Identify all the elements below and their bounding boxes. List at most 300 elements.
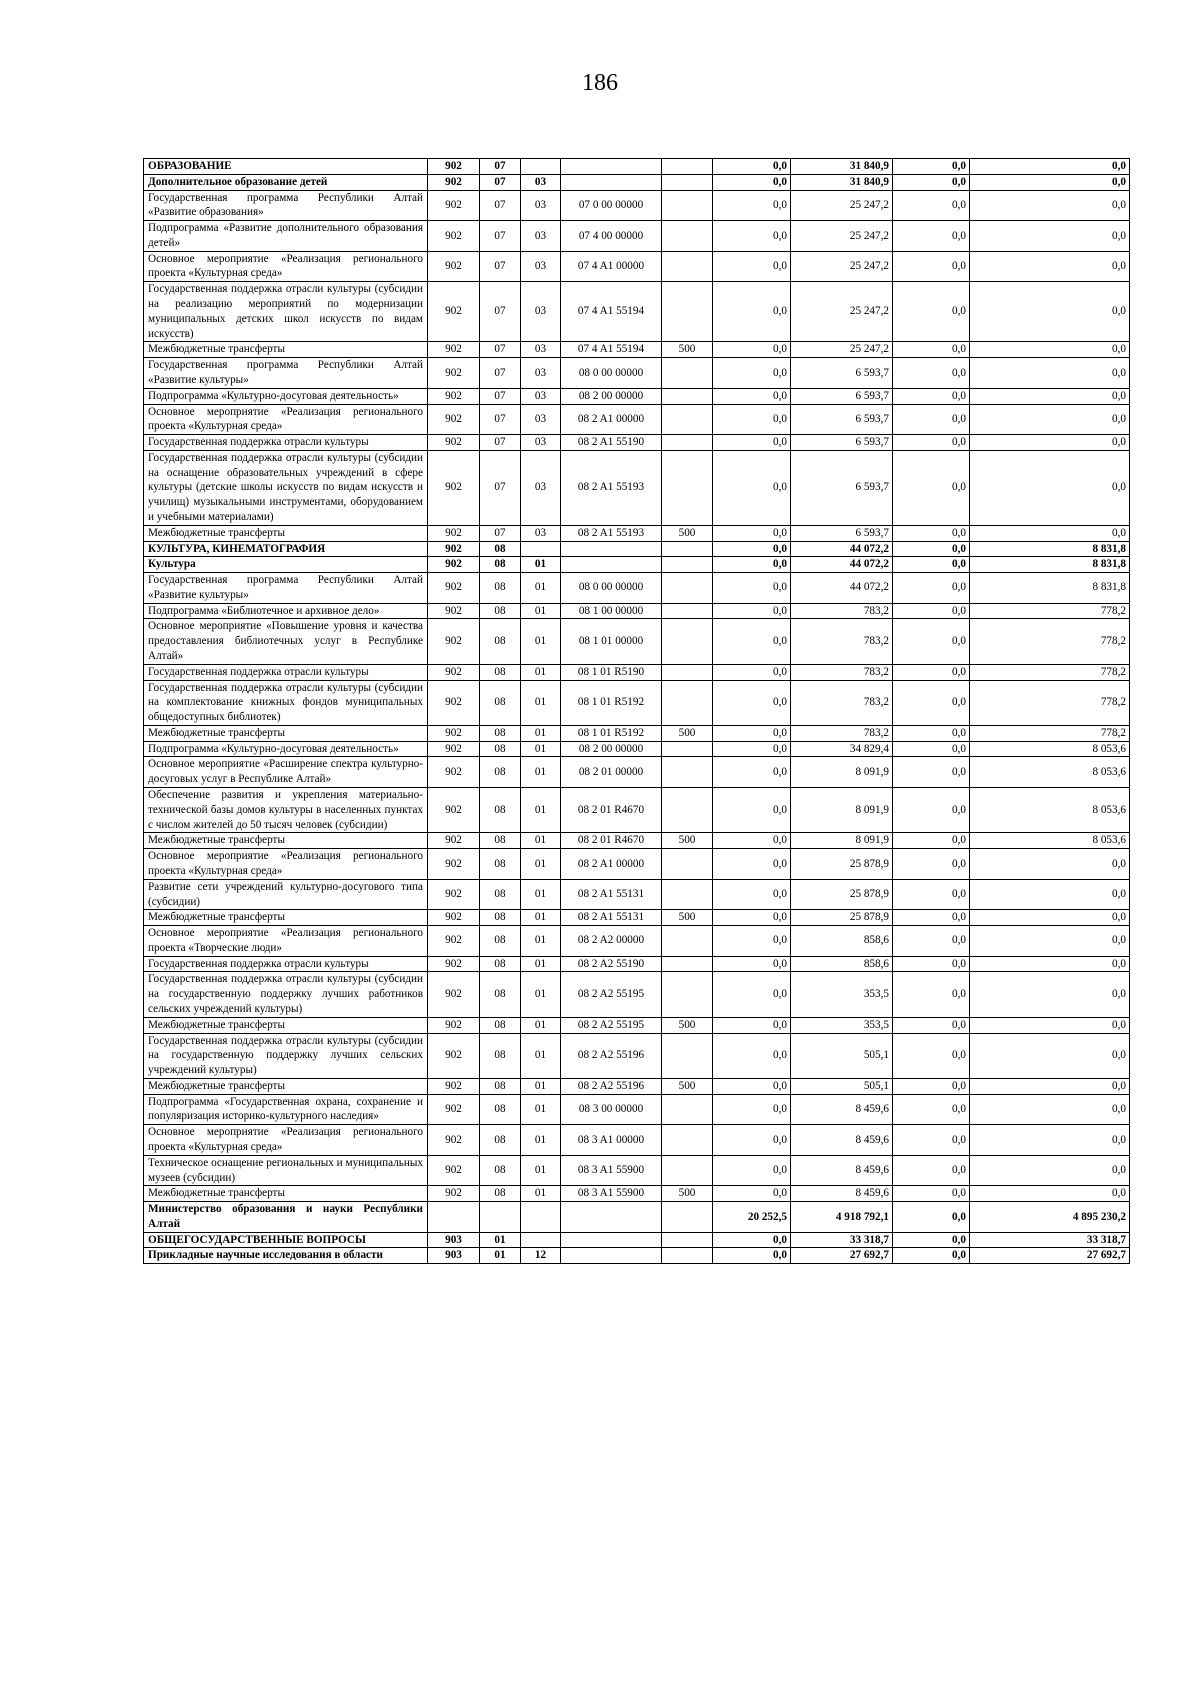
cell-amount-3: 0,0	[893, 190, 970, 221]
cell-amount-3: 0,0	[893, 603, 970, 619]
cell-amount-4: 8 053,6	[970, 833, 1130, 849]
cell-expense-type	[662, 435, 713, 451]
cell-name: Основное мероприятие «Реализация регионального проекта «Культурная среда»	[144, 1125, 428, 1156]
cell-subsection: 01	[521, 725, 561, 741]
cell-subsection	[521, 159, 561, 175]
cell-amount-4: 4 895 230,2	[970, 1202, 1130, 1233]
cell-name: Подпрограмма «Государственная охрана, сохранение и популяризация историко-культурного наследия»	[144, 1094, 428, 1125]
cell-amount-1: 0,0	[713, 450, 791, 525]
cell-section: 08	[480, 603, 521, 619]
cell-name: Развитие сети учреждений культурно-досугового типа (субсидии)	[144, 879, 428, 910]
table-row	[144, 1232, 1130, 1248]
table-row	[144, 680, 1130, 725]
cell-amount-4: 0,0	[970, 972, 1130, 1017]
cell-target-article: 07 4 00 00000	[561, 221, 662, 252]
cell-target-article	[561, 1232, 662, 1248]
cell-section: 08	[480, 1125, 521, 1156]
cell-section: 07	[480, 251, 521, 282]
cell-grbs: 902	[428, 435, 480, 451]
cell-section: 07	[480, 388, 521, 404]
cell-amount-3: 0,0	[893, 619, 970, 664]
cell-section: 07	[480, 358, 521, 389]
cell-amount-4: 8 053,6	[970, 788, 1130, 833]
cell-subsection: 01	[521, 788, 561, 833]
table-row	[144, 1094, 1130, 1125]
cell-expense-type	[662, 358, 713, 389]
cell-name: Межбюджетные трансферты	[144, 833, 428, 849]
cell-section: 07	[480, 190, 521, 221]
cell-expense-type	[662, 557, 713, 573]
cell-section: 08	[480, 680, 521, 725]
cell-expense-type	[662, 1155, 713, 1186]
cell-amount-2: 31 840,9	[791, 174, 893, 190]
cell-grbs: 902	[428, 221, 480, 252]
cell-amount-3: 0,0	[893, 573, 970, 604]
cell-amount-1: 0,0	[713, 1033, 791, 1078]
cell-expense-type	[662, 541, 713, 557]
cell-amount-4: 0,0	[970, 1125, 1130, 1156]
cell-name: Подпрограмма «Культурно-досуговая деятельность»	[144, 388, 428, 404]
cell-grbs: 902	[428, 159, 480, 175]
cell-expense-type	[662, 603, 713, 619]
cell-amount-1: 0,0	[713, 573, 791, 604]
cell-amount-4: 0,0	[970, 1078, 1130, 1094]
cell-subsection: 01	[521, 557, 561, 573]
cell-section: 07	[480, 282, 521, 342]
cell-expense-type	[662, 282, 713, 342]
cell-grbs: 902	[428, 174, 480, 190]
cell-subsection: 01	[521, 926, 561, 957]
cell-target-article: 08 3 A1 00000	[561, 1125, 662, 1156]
cell-section: 08	[480, 926, 521, 957]
cell-subsection: 01	[521, 603, 561, 619]
cell-expense-type	[662, 1232, 713, 1248]
cell-section: 08	[480, 541, 521, 557]
cell-target-article: 08 0 00 00000	[561, 358, 662, 389]
table-row	[144, 282, 1130, 342]
cell-name: Подпрограмма «Культурно-досуговая деятельность»	[144, 741, 428, 757]
cell-amount-4: 8 831,8	[970, 573, 1130, 604]
table-row	[144, 926, 1130, 957]
cell-section	[480, 1202, 521, 1233]
cell-amount-2: 44 072,2	[791, 557, 893, 573]
cell-amount-1: 0,0	[713, 910, 791, 926]
cell-name: Государственная поддержка отрасли культуры	[144, 956, 428, 972]
cell-amount-1: 0,0	[713, 1094, 791, 1125]
cell-amount-1: 0,0	[713, 680, 791, 725]
cell-name: Основное мероприятие «Реализация регионального проекта «Культурная среда»	[144, 251, 428, 282]
cell-name: Обеспечение развития и укрепления материально-технической базы домов культуры в населенных пунктах с числом жителей до 50 тысяч человек (субсидии)	[144, 788, 428, 833]
cell-amount-2: 25 878,9	[791, 879, 893, 910]
cell-amount-4: 0,0	[970, 282, 1130, 342]
cell-target-article: 08 1 00 00000	[561, 603, 662, 619]
cell-section: 01	[480, 1232, 521, 1248]
cell-subsection	[521, 1202, 561, 1233]
cell-name: КУЛЬТУРА, КИНЕМАТОГРАФИЯ	[144, 541, 428, 557]
cell-expense-type	[662, 849, 713, 880]
cell-amount-4: 0,0	[970, 342, 1130, 358]
cell-grbs: 902	[428, 788, 480, 833]
cell-amount-3: 0,0	[893, 1078, 970, 1094]
cell-name: ОБРАЗОВАНИЕ	[144, 159, 428, 175]
cell-target-article: 08 2 01 00000	[561, 757, 662, 788]
cell-amount-2: 44 072,2	[791, 573, 893, 604]
cell-amount-3: 0,0	[893, 849, 970, 880]
cell-target-article: 08 2 A2 55195	[561, 972, 662, 1017]
cell-name: Дополнительное образование детей	[144, 174, 428, 190]
cell-subsection: 01	[521, 573, 561, 604]
cell-subsection: 01	[521, 879, 561, 910]
cell-grbs: 902	[428, 450, 480, 525]
cell-amount-1: 0,0	[713, 879, 791, 910]
cell-amount-4: 8 831,8	[970, 557, 1130, 573]
cell-target-article	[561, 1248, 662, 1264]
cell-target-article: 08 2 A1 55193	[561, 450, 662, 525]
cell-name: Государственная поддержка отрасли культуры	[144, 664, 428, 680]
cell-expense-type	[662, 741, 713, 757]
cell-subsection: 03	[521, 174, 561, 190]
cell-expense-type	[662, 680, 713, 725]
table-row	[144, 619, 1130, 664]
cell-target-article	[561, 1202, 662, 1233]
cell-name: Культура	[144, 557, 428, 573]
cell-amount-3: 0,0	[893, 757, 970, 788]
cell-target-article: 08 2 A1 55190	[561, 435, 662, 451]
cell-amount-4: 0,0	[970, 190, 1130, 221]
cell-amount-3: 0,0	[893, 910, 970, 926]
cell-amount-3: 0,0	[893, 450, 970, 525]
cell-grbs: 902	[428, 956, 480, 972]
cell-expense-type	[662, 159, 713, 175]
cell-amount-4: 8 053,6	[970, 757, 1130, 788]
cell-section: 08	[480, 1033, 521, 1078]
cell-amount-2: 783,2	[791, 619, 893, 664]
cell-amount-2: 505,1	[791, 1078, 893, 1094]
cell-section: 08	[480, 849, 521, 880]
cell-amount-1: 0,0	[713, 603, 791, 619]
cell-expense-type	[662, 450, 713, 525]
cell-name: Государственная программа Республики Алтай «Развитие культуры»	[144, 573, 428, 604]
table-row	[144, 910, 1130, 926]
cell-amount-4: 33 318,7	[970, 1232, 1130, 1248]
cell-amount-2: 44 072,2	[791, 541, 893, 557]
table-row	[144, 757, 1130, 788]
cell-target-article: 08 2 A1 55193	[561, 525, 662, 541]
cell-section: 08	[480, 910, 521, 926]
cell-grbs: 903	[428, 1232, 480, 1248]
cell-grbs: 902	[428, 664, 480, 680]
cell-amount-1: 0,0	[713, 525, 791, 541]
cell-section: 08	[480, 757, 521, 788]
cell-amount-3: 0,0	[893, 879, 970, 910]
cell-section: 07	[480, 450, 521, 525]
cell-grbs: 902	[428, 741, 480, 757]
cell-amount-4: 0,0	[970, 849, 1130, 880]
cell-amount-2: 8 459,6	[791, 1186, 893, 1202]
cell-grbs: 902	[428, 190, 480, 221]
cell-amount-4: 778,2	[970, 619, 1130, 664]
cell-amount-3: 0,0	[893, 1155, 970, 1186]
cell-section: 08	[480, 972, 521, 1017]
cell-grbs: 903	[428, 1248, 480, 1264]
cell-subsection: 03	[521, 221, 561, 252]
cell-section: 08	[480, 557, 521, 573]
cell-amount-4: 0,0	[970, 174, 1130, 190]
cell-target-article: 08 2 A1 00000	[561, 849, 662, 880]
cell-amount-1: 0,0	[713, 833, 791, 849]
cell-target-article: 08 3 A1 55900	[561, 1186, 662, 1202]
cell-amount-4: 778,2	[970, 664, 1130, 680]
cell-subsection: 12	[521, 1248, 561, 1264]
cell-amount-3: 0,0	[893, 972, 970, 1017]
cell-subsection: 01	[521, 972, 561, 1017]
cell-amount-3: 0,0	[893, 1033, 970, 1078]
cell-amount-2: 25 878,9	[791, 849, 893, 880]
cell-expense-type: 500	[662, 525, 713, 541]
table-row	[144, 1125, 1130, 1156]
cell-amount-3: 0,0	[893, 680, 970, 725]
cell-expense-type: 500	[662, 833, 713, 849]
budget-table	[143, 158, 1130, 1264]
cell-subsection: 01	[521, 910, 561, 926]
cell-amount-2: 353,5	[791, 972, 893, 1017]
cell-target-article: 08 2 A2 55195	[561, 1017, 662, 1033]
cell-amount-3: 0,0	[893, 251, 970, 282]
cell-amount-3: 0,0	[893, 1232, 970, 1248]
cell-section: 08	[480, 1186, 521, 1202]
cell-amount-3: 0,0	[893, 221, 970, 252]
cell-target-article: 08 2 A1 55131	[561, 910, 662, 926]
cell-section: 08	[480, 664, 521, 680]
cell-amount-2: 783,2	[791, 664, 893, 680]
cell-name: Основное мероприятие «Реализация регионального проекта «Культурная среда»	[144, 404, 428, 435]
table-row	[144, 342, 1130, 358]
cell-subsection: 01	[521, 1186, 561, 1202]
cell-expense-type	[662, 221, 713, 252]
table-row	[144, 525, 1130, 541]
cell-amount-3: 0,0	[893, 541, 970, 557]
table-row	[144, 788, 1130, 833]
table-row	[144, 725, 1130, 741]
cell-amount-2: 6 593,7	[791, 450, 893, 525]
cell-amount-4: 0,0	[970, 956, 1130, 972]
table-row	[144, 1248, 1130, 1264]
cell-target-article: 08 1 01 R5192	[561, 680, 662, 725]
cell-amount-4: 0,0	[970, 159, 1130, 175]
cell-subsection: 03	[521, 435, 561, 451]
table-row	[144, 879, 1130, 910]
cell-section: 07	[480, 174, 521, 190]
cell-name: Техническое оснащение региональных и муниципальных музеев (субсидии)	[144, 1155, 428, 1186]
cell-expense-type	[662, 190, 713, 221]
cell-section: 08	[480, 956, 521, 972]
cell-subsection: 01	[521, 1125, 561, 1156]
cell-amount-1: 0,0	[713, 190, 791, 221]
cell-amount-4: 0,0	[970, 926, 1130, 957]
cell-amount-1: 0,0	[713, 1017, 791, 1033]
cell-name: Межбюджетные трансферты	[144, 1017, 428, 1033]
cell-section: 08	[480, 1094, 521, 1125]
cell-subsection: 01	[521, 757, 561, 788]
cell-amount-4: 0,0	[970, 221, 1130, 252]
cell-amount-3: 0,0	[893, 174, 970, 190]
cell-grbs: 902	[428, 849, 480, 880]
cell-expense-type	[662, 174, 713, 190]
table-row	[144, 1186, 1130, 1202]
cell-amount-2: 8 091,9	[791, 833, 893, 849]
cell-amount-1: 20 252,5	[713, 1202, 791, 1233]
table-row	[144, 956, 1130, 972]
cell-amount-4: 0,0	[970, 1017, 1130, 1033]
cell-amount-1: 0,0	[713, 972, 791, 1017]
cell-amount-3: 0,0	[893, 1017, 970, 1033]
cell-target-article: 08 2 00 00000	[561, 388, 662, 404]
cell-amount-4: 0,0	[970, 1155, 1130, 1186]
cell-expense-type	[662, 1094, 713, 1125]
cell-target-article	[561, 159, 662, 175]
cell-amount-4: 778,2	[970, 725, 1130, 741]
cell-target-article: 08 0 00 00000	[561, 573, 662, 604]
cell-target-article: 08 2 A2 55196	[561, 1078, 662, 1094]
cell-amount-2: 8 091,9	[791, 788, 893, 833]
cell-subsection	[521, 1232, 561, 1248]
cell-amount-1: 0,0	[713, 342, 791, 358]
cell-amount-1: 0,0	[713, 541, 791, 557]
cell-amount-2: 858,6	[791, 956, 893, 972]
cell-amount-1: 0,0	[713, 1125, 791, 1156]
cell-amount-2: 25 247,2	[791, 251, 893, 282]
cell-subsection: 01	[521, 664, 561, 680]
cell-amount-2: 33 318,7	[791, 1232, 893, 1248]
cell-amount-2: 6 593,7	[791, 388, 893, 404]
cell-amount-1: 0,0	[713, 1155, 791, 1186]
cell-expense-type: 500	[662, 1017, 713, 1033]
cell-amount-1: 0,0	[713, 926, 791, 957]
cell-amount-1: 0,0	[713, 435, 791, 451]
cell-amount-2: 6 593,7	[791, 358, 893, 389]
cell-subsection: 01	[521, 1078, 561, 1094]
cell-grbs: 902	[428, 725, 480, 741]
cell-subsection: 03	[521, 358, 561, 389]
cell-amount-2: 858,6	[791, 926, 893, 957]
cell-name: Министерство образования и науки Республики Алтай	[144, 1202, 428, 1233]
cell-subsection: 01	[521, 956, 561, 972]
cell-target-article: 08 1 01 00000	[561, 619, 662, 664]
table-row	[144, 1078, 1130, 1094]
table-row	[144, 573, 1130, 604]
cell-target-article	[561, 557, 662, 573]
cell-expense-type	[662, 788, 713, 833]
table-row	[144, 251, 1130, 282]
table-row	[144, 849, 1130, 880]
cell-amount-3: 0,0	[893, 956, 970, 972]
cell-section: 08	[480, 573, 521, 604]
cell-amount-4: 8 831,8	[970, 541, 1130, 557]
cell-section: 08	[480, 619, 521, 664]
cell-grbs: 902	[428, 358, 480, 389]
cell-amount-2: 8 459,6	[791, 1094, 893, 1125]
table-row	[144, 1017, 1130, 1033]
cell-target-article: 08 1 01 R5190	[561, 664, 662, 680]
cell-section: 08	[480, 833, 521, 849]
cell-expense-type	[662, 1033, 713, 1078]
cell-subsection: 01	[521, 741, 561, 757]
cell-amount-4: 0,0	[970, 1033, 1130, 1078]
cell-subsection: 01	[521, 1033, 561, 1078]
cell-expense-type	[662, 972, 713, 1017]
cell-amount-4: 0,0	[970, 435, 1130, 451]
cell-target-article: 08 3 A1 55900	[561, 1155, 662, 1186]
cell-target-article	[561, 541, 662, 557]
cell-target-article: 07 4 A1 00000	[561, 251, 662, 282]
cell-target-article: 08 3 00 00000	[561, 1094, 662, 1125]
table-row	[144, 159, 1130, 175]
cell-amount-2: 25 878,9	[791, 910, 893, 926]
cell-expense-type: 500	[662, 725, 713, 741]
cell-amount-4: 778,2	[970, 603, 1130, 619]
cell-subsection: 01	[521, 833, 561, 849]
cell-amount-3: 0,0	[893, 282, 970, 342]
cell-name: Прикладные научные исследования в области	[144, 1248, 428, 1264]
cell-amount-4: 0,0	[970, 879, 1130, 910]
cell-amount-3: 0,0	[893, 788, 970, 833]
cell-expense-type	[662, 664, 713, 680]
cell-amount-3: 0,0	[893, 1125, 970, 1156]
cell-amount-4: 0,0	[970, 1186, 1130, 1202]
cell-amount-2: 8 091,9	[791, 757, 893, 788]
cell-amount-3: 0,0	[893, 926, 970, 957]
cell-amount-2: 34 829,4	[791, 741, 893, 757]
cell-grbs: 902	[428, 1094, 480, 1125]
cell-amount-1: 0,0	[713, 757, 791, 788]
cell-amount-2: 783,2	[791, 603, 893, 619]
cell-name: Государственная поддержка отрасли культуры (субсидии на оснащение образовательных учреждений в сфере культуры (детские школы искусств по видам искусств и училищ) музыкальными инструментами, оборудованием и учебными материалами)	[144, 450, 428, 525]
cell-section: 08	[480, 879, 521, 910]
cell-amount-4: 0,0	[970, 450, 1130, 525]
cell-amount-3: 0,0	[893, 404, 970, 435]
table-row	[144, 1033, 1130, 1078]
cell-grbs: 902	[428, 525, 480, 541]
cell-amount-1: 0,0	[713, 1186, 791, 1202]
cell-grbs: 902	[428, 680, 480, 725]
cell-expense-type	[662, 619, 713, 664]
cell-subsection: 03	[521, 282, 561, 342]
cell-name: ОБЩЕГОСУДАРСТВЕННЫЕ ВОПРОСЫ	[144, 1232, 428, 1248]
cell-expense-type: 500	[662, 342, 713, 358]
cell-subsection: 03	[521, 525, 561, 541]
cell-name: Основное мероприятие «Повышение уровня и качества предоставления библиотечных услуг в Республике Алтай»	[144, 619, 428, 664]
cell-amount-2: 8 459,6	[791, 1155, 893, 1186]
cell-grbs: 902	[428, 541, 480, 557]
cell-amount-2: 25 247,2	[791, 221, 893, 252]
cell-amount-1: 0,0	[713, 282, 791, 342]
cell-amount-4: 0,0	[970, 404, 1130, 435]
cell-subsection: 01	[521, 619, 561, 664]
cell-amount-3: 0,0	[893, 664, 970, 680]
cell-subsection: 03	[521, 404, 561, 435]
cell-expense-type	[662, 388, 713, 404]
table-row	[144, 833, 1130, 849]
cell-target-article: 07 4 A1 55194	[561, 342, 662, 358]
cell-amount-1: 0,0	[713, 619, 791, 664]
cell-expense-type: 500	[662, 1186, 713, 1202]
cell-target-article: 08 2 A2 00000	[561, 926, 662, 957]
table-row	[144, 1155, 1130, 1186]
cell-grbs: 902	[428, 1125, 480, 1156]
cell-expense-type	[662, 1248, 713, 1264]
table-row	[144, 174, 1130, 190]
cell-name: Межбюджетные трансферты	[144, 1186, 428, 1202]
